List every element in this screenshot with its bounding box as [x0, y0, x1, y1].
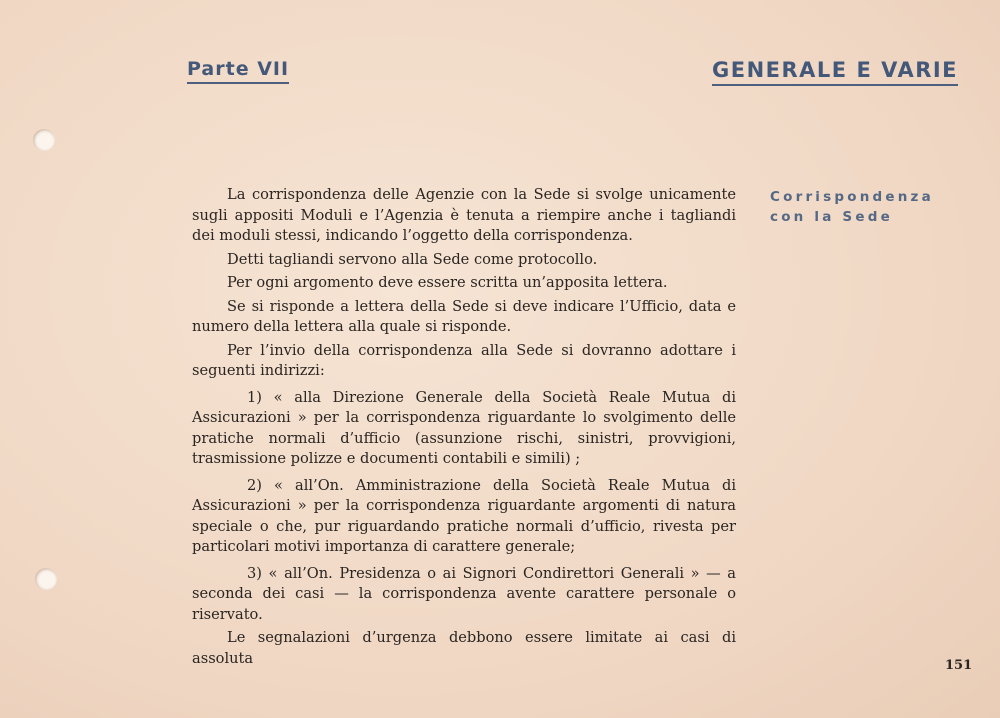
paragraph: Se si risponde a lettera della Sede si deve indicare l’Ufficio, data e numero della lettera alla quale si risponde. — [192, 297, 736, 335]
paragraph: La corrispondenza delle Agenzie con la Sede si svolge unicamente sugli appositi Moduli e l’Agenzia è tenuta a riempire anche i tagliandi dei moduli stessi, indicando l’oggetto della corrispondenza. — [192, 186, 736, 244]
list-item: 3) « all’On. Presidenza o ai Signori Condirettori Generali » — a seconda dei casi — la corrispondenza avente carattere personale o riservato. — [192, 564, 736, 623]
section-heading: GENERALE E VARIE — [712, 58, 958, 86]
punch-hole-top — [33, 129, 55, 151]
list-item: 1) « alla Direzione Generale della Società Reale Mutua di Assicurazioni » per la corrispondenza riguardante lo svolgimento delle pratiche normali d’ufficio (assunzione rischi, sinistri, provvigioni, trasmissione polizze e documenti contabili e simili) ; — [192, 388, 736, 467]
paragraph: Per ogni argomento deve essere scritta un’apposita lettera. — [227, 274, 668, 291]
paragraph: Le segnalazioni d’urgenza debbono essere limitate ai casi di assoluta — [192, 629, 736, 667]
paragraph: Detti tagliandi servono alla Sede come protocollo. — [227, 250, 598, 268]
page-number: 151 — [945, 658, 973, 673]
part-heading: Parte VII — [187, 58, 289, 84]
list-item: 2) « all’On. Amministrazione della Società Reale Mutua di Assicurazioni » per la corrispondenza riguardante argomenti di natura speciale o che, pur riguardando pratiche normali d’ufficio, rivesta per particolari motivi importanza di carattere generale; — [192, 476, 736, 555]
body-text — [192, 185, 736, 672]
margin-note — [770, 187, 934, 227]
margin-note-line-2: con la Sede — [770, 209, 893, 225]
margin-note-line-1: Corrispondenza — [770, 189, 934, 205]
paragraph: Per l’invio della corrispondenza alla Sede si dovranno adottare i seguenti indirizzi: — [192, 341, 736, 379]
punch-hole-bottom — [35, 568, 57, 590]
